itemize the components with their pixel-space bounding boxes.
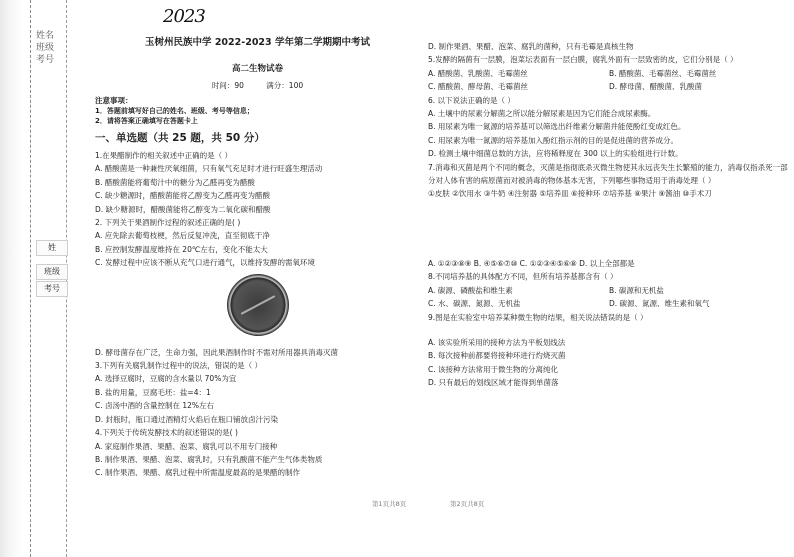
exam-subtitle: 高二生物试卷	[231, 64, 283, 74]
question-option: B. 醋酸菌、毛霉菌丝、毛霉菌丝	[609, 68, 717, 78]
question-option: A. 应先除去葡萄枝梗，然后反复冲洗，直至彻底干净	[95, 231, 270, 241]
section-title: 一、单选题（共 25 题，共 50 分）	[95, 132, 265, 144]
petri-dish-figure	[227, 274, 289, 336]
question-option: B. 应控制发酵温度维持在 20℃左右，变化不能太大	[95, 244, 268, 254]
left-column	[95, 30, 420, 480]
question-option: B. 制作果酒、果醋、泡菜、腐乳时，只有乳酸菌不能产生气体类物质	[95, 454, 323, 464]
question-option: D. 封瓶时，瓶口通过酒精灯火焰后在瓶口铺放卤汁污染	[95, 414, 279, 424]
question-option: B. 用尿素为唯一氮源的培养基可以筛选出纤维素分解菌并能使酚红变成红色。	[428, 122, 686, 132]
page-footer-right: 第2页共8页	[450, 500, 485, 508]
notice-heading: 注意事项：	[95, 96, 133, 105]
question-stem: 2. 下列关于果酒制作过程的叙述正确的是( )	[95, 218, 241, 228]
option-row	[428, 67, 790, 80]
question-option: B. 盐的用量，豆腐毛坯：盐=4：1	[95, 387, 211, 397]
question-option: C. 醋酸菌、酵母菌、毛霉菌丝	[428, 82, 529, 92]
question-option: C. 缺少糖源时，醋酸菌能将乙醇变为乙醛再变为醋酸	[95, 191, 271, 201]
binding-field-class: 班级	[36, 264, 68, 280]
question-items: ①皮肤 ②饮用水 ③牛奶 ④注射器 ⑤培养皿 ⑥接种环 ⑦培养基 ⑧果汁 ⑨酱油 ⑩手术刀	[428, 189, 712, 199]
question-stem: 5.发酵的隔菌有一层膜，泡菜坛表面有一层白膜，腐乳外面有一层致密的皮，它们分别是（ ）	[428, 55, 738, 65]
binding-field-id: 考号	[36, 281, 68, 297]
figure-streak	[240, 295, 274, 315]
question-stem: 9.图是在实验室中培养某种微生物的结果，相关说法错误的是（ ）	[428, 312, 648, 322]
question-option: B. 每次接种前都要将接种环进行灼烧灭菌	[428, 351, 566, 361]
right-column	[428, 40, 790, 390]
question-option: D. 酵母菌、醋酸菌、乳酸菌	[609, 82, 703, 92]
question-option: C. 发酵过程中应该不断从充气口进行通气，以维持发酵的需氧环境	[95, 258, 316, 268]
question-option: D. 缺少糖源时，醋酸菌能将乙醇变为二氧化碳和醋酸	[95, 204, 271, 214]
question-option: A. 碳源、磷酸盐和维生素	[428, 285, 513, 295]
exam-meta	[95, 80, 420, 91]
exam-score: 满分：100	[266, 81, 304, 90]
question-option: D. 碳源、氮源、维生素和氧气	[609, 299, 710, 309]
notice-item: 1．答题前填写好自己的姓名、班级、考号等信息；	[95, 107, 254, 115]
binding-margin	[0, 0, 85, 557]
binding-line	[30, 0, 32, 557]
question-option: A. 该实验所采用的接种方法为平板划线法	[428, 337, 566, 347]
petri-dish-figure-wrap	[95, 274, 420, 336]
question-option: C. 卤汤中酒的含量控制在 12%左右	[95, 401, 215, 411]
question-stem: 8.不同培养基的具体配方不同，但所有培养基都含有（ ）	[428, 272, 618, 282]
notice-item: 2．请将答案正确填写在答题卡上	[95, 117, 198, 125]
binding-field-name: 姓	[36, 240, 68, 256]
question-option: B. 醋酸菌能将葡萄汁中的糖分为乙醛再变为醋酸	[95, 177, 255, 187]
exam-title: 玉树州民族中学 2022-2023 学年第二学期期中考试	[145, 37, 370, 48]
question-stem: 1.在果醋制作的相关叙述中正确的是（ ）	[95, 151, 233, 160]
handwritten-signature: 2023	[163, 6, 205, 27]
binding-vertical-text: 姓名班级考号	[36, 31, 55, 65]
question-stem: 4.下列关于传统发酵技术的叙述错误的是( )	[95, 428, 238, 438]
question-option: A. 土壤中的尿素分解菌之所以能分解尿素是因为它们能合成尿素酶。	[428, 109, 656, 119]
question-option: A. 选择豆腐时，豆腐的含水量以 70%为宜	[95, 374, 237, 384]
page-footer-left: 第1页共8页	[372, 500, 407, 508]
question-option: D. 制作果酒、果醋、泡菜、腐乳的菌种，只有毛霉是真核生物	[428, 42, 634, 51]
question-option: C. 制作果酒、果醋、腐乳过程中所需温度最高的是果醋的制作	[95, 468, 301, 478]
question-option: D. 检测土壤中细菌总数的方法，应将稀释度在 300 以上的实验组进行计数。	[428, 149, 683, 159]
question-option: A. 家庭制作果酒、果醋、泡菜、腐乳可以不用专门接种	[95, 441, 278, 451]
question-stem: 3.下列有关腐乳制作过程中的说法，错误的是（ ）	[95, 361, 263, 371]
question-option: D. 酵母菌存在广泛，生命力强，因此果酒制作时不需对所用器具消毒灭菌	[95, 347, 339, 357]
question-option: D. 只有最后的划线区域才能得到单菌落	[428, 378, 559, 388]
option-row	[428, 284, 790, 297]
exam-time: 时间：90	[211, 81, 244, 90]
option-row	[428, 80, 790, 93]
question-option: C. 该接种方法常用于微生物的分离纯化	[428, 364, 559, 374]
question-option: C. 水、碳源、氮源、无机盐	[428, 299, 521, 309]
question-option: A. 醋酸菌是一种兼性厌氧细菌，只有氧气充足时才进行旺盛生理活动	[95, 164, 323, 174]
question-option: A. 醋酸菌、乳酸菌、毛霉菌丝	[428, 68, 528, 78]
question-stem: 6. 以下说法正确的是（ ）	[428, 95, 515, 105]
question-stem: 7.消毒和灭菌是两个不同的概念，灭菌是指彻底杀灭微生物使其永远丧失生长繁殖的能力，消毒仅指杀死一部分对人体有害的病原菌而对被消毒的物体基本无害，下列哪些事物适用于消毒处理（ ）	[428, 162, 788, 186]
option-row	[428, 297, 790, 310]
question-option: B. 碳源和无机盐	[609, 285, 664, 295]
question-option: C. 用尿素为唯一氮源的培养基加入酚红指示剂的目的是促进菌的营养成分。	[428, 135, 679, 145]
question-option: A. ①②③⑧⑨ B. ④⑤⑥⑦⑩ C. ①②③④⑤⑥⑧ D. 以上全部都是	[428, 258, 635, 268]
